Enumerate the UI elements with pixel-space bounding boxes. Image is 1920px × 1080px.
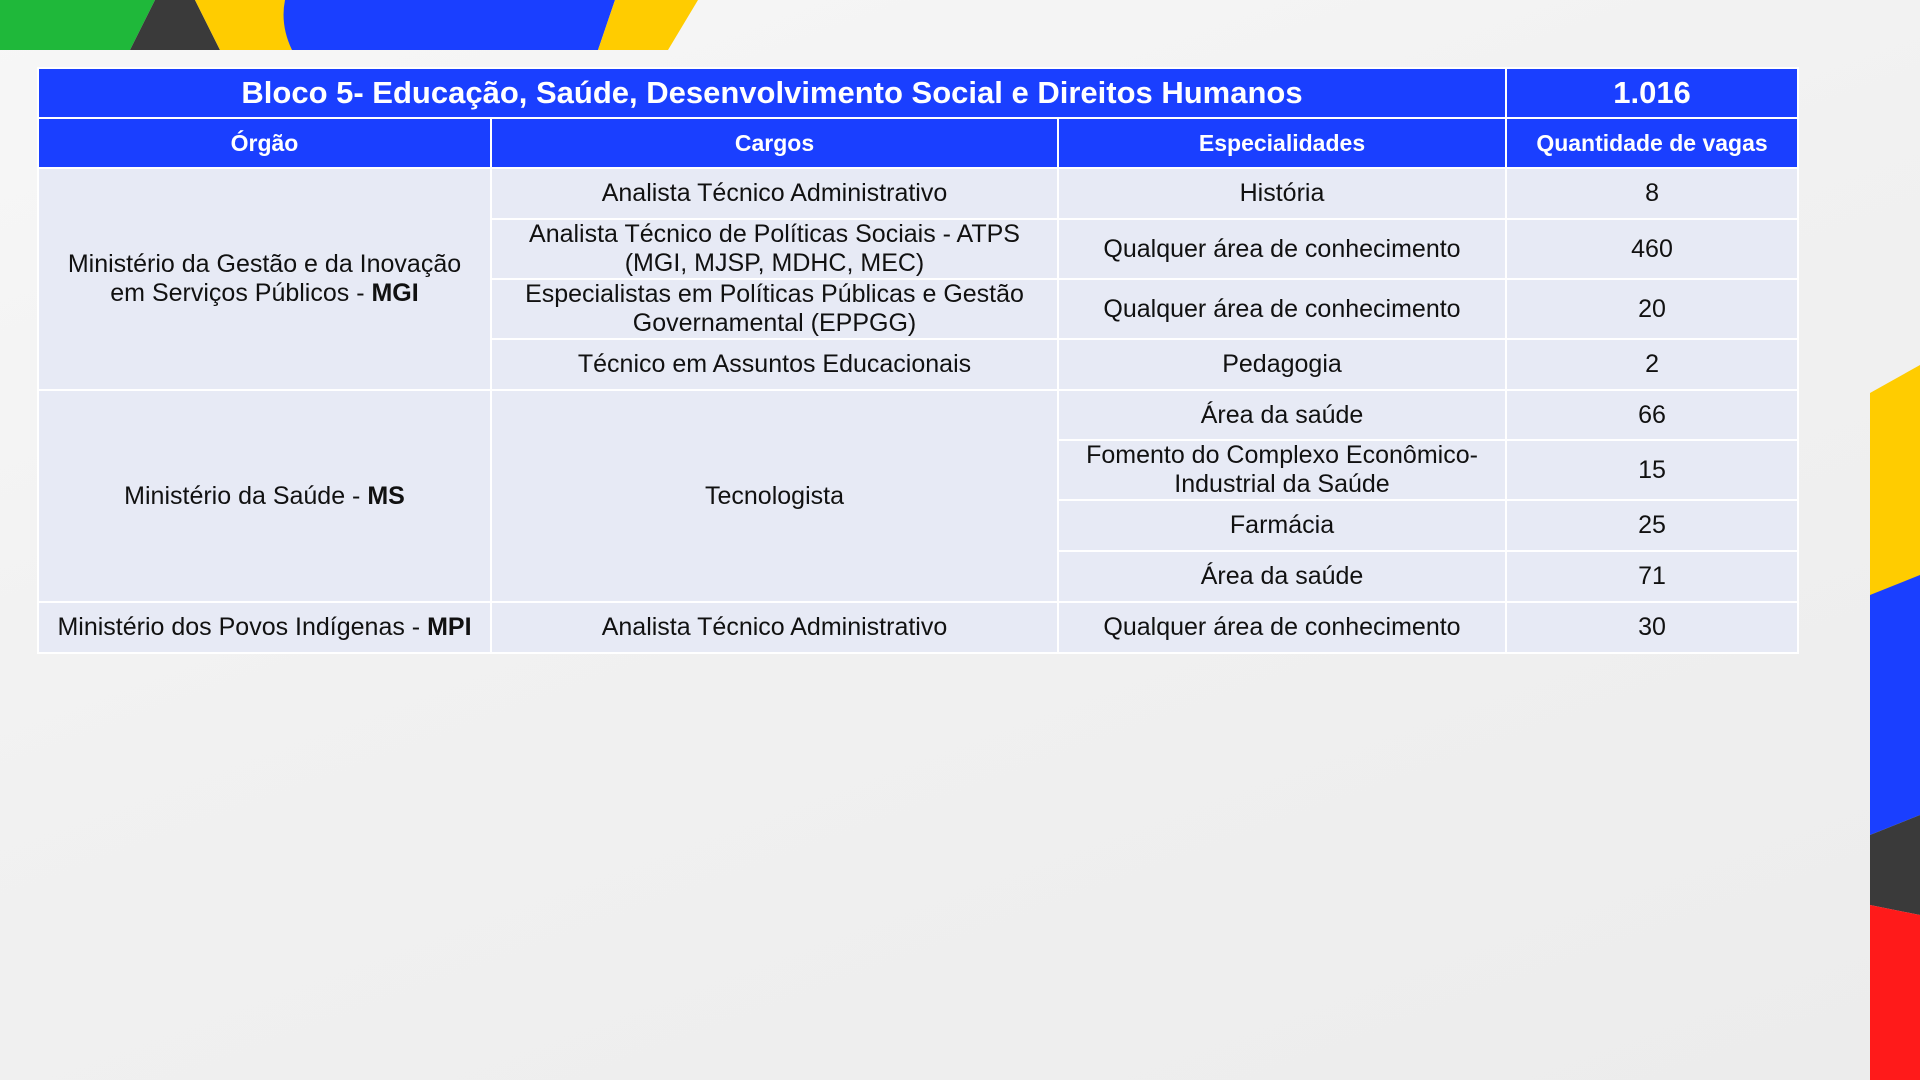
vagas-cell: 15: [1506, 440, 1798, 500]
top-decorative-stripes: [0, 0, 700, 50]
orgao-sigla-mpi: MPI: [427, 613, 472, 641]
table-header-row: [38, 118, 1798, 168]
especialidade-cell: Área da saúde: [1058, 551, 1506, 602]
table-title: Bloco 5- Educação, Saúde, Desenvolvimento Social e Direitos Humanos: [38, 68, 1506, 118]
vacancies-table-container: [37, 67, 1797, 654]
orgao-sigla-ms: MS: [367, 481, 405, 510]
table-row: [38, 390, 1798, 440]
orgao-sigla-mgi: MGI: [371, 279, 419, 307]
vagas-cell: 66: [1506, 390, 1798, 440]
table-row: [38, 602, 1798, 653]
especialidade-cell: Área da saúde: [1058, 390, 1506, 440]
vagas-cell: 8: [1506, 168, 1798, 219]
especialidade-cell: Fomento do Complexo Econômico-Industrial da Saúde: [1058, 440, 1506, 500]
cargo-cell: Especialistas em Políticas Públicas e Gestão Governamental (EPPGG): [491, 279, 1058, 339]
vagas-cell: 2: [1506, 339, 1798, 390]
table-title-row: [38, 68, 1798, 118]
orgao-cell-mpi: Ministério dos Povos Indígenas - MPI: [38, 602, 491, 653]
right-decorative-stripes: [1870, 365, 1920, 1080]
vagas-cell: 71: [1506, 551, 1798, 602]
cargo-cell: Analista Técnico de Políticas Sociais - ATPS (MGI, MJSP, MDHC, MEC): [491, 219, 1058, 279]
especialidade-cell: Farmácia: [1058, 500, 1506, 551]
vagas-cell: 25: [1506, 500, 1798, 551]
header-especialidades: Especialidades: [1058, 118, 1506, 168]
cargo-cell: Tecnologista: [491, 390, 1058, 602]
especialidade-cell: Qualquer área de conhecimento: [1058, 602, 1506, 653]
cargo-cell: Técnico em Assuntos Educacionais: [491, 339, 1058, 390]
header-quantidade: Quantidade de vagas: [1506, 118, 1798, 168]
header-orgao: Órgão: [38, 118, 491, 168]
vagas-cell: 30: [1506, 602, 1798, 653]
cargo-cell: Analista Técnico Administrativo: [491, 168, 1058, 219]
especialidade-cell: Qualquer área de conhecimento: [1058, 279, 1506, 339]
total-vacancies: 1.016: [1506, 68, 1798, 118]
cargo-cell: Analista Técnico Administrativo: [491, 602, 1058, 653]
orgao-cell-ms: Ministério da Saúde - MS: [38, 390, 491, 602]
especialidade-cell: História: [1058, 168, 1506, 219]
especialidade-cell: Qualquer área de conhecimento: [1058, 219, 1506, 279]
vacancies-table: [37, 67, 1799, 654]
header-cargos: Cargos: [491, 118, 1058, 168]
especialidade-cell: Pedagogia: [1058, 339, 1506, 390]
table-row: [38, 168, 1798, 219]
vagas-cell: 20: [1506, 279, 1798, 339]
orgao-cell-mgi: Ministério da Gestão e da Inovação em Serviços Públicos - MGI: [38, 168, 491, 390]
vagas-cell: 460: [1506, 219, 1798, 279]
